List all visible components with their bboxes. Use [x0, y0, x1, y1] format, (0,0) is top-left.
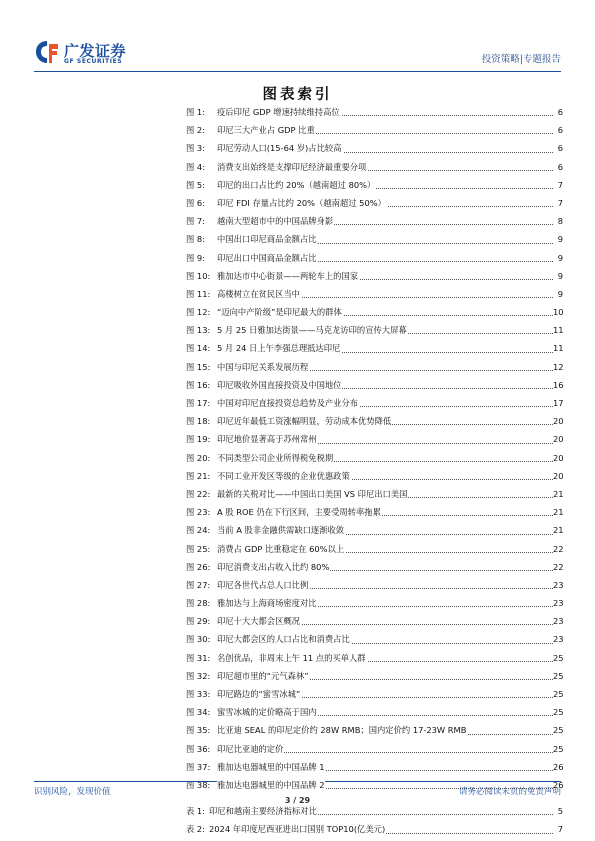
header-divider: [34, 71, 561, 72]
entry-page-number: 26: [553, 779, 564, 790]
entry-label: 图 20:: [186, 452, 211, 463]
entry-page-number: 26: [553, 761, 564, 772]
figure-index-entry[interactable]: [186, 285, 563, 303]
entry-page-number: 16: [553, 379, 564, 390]
figure-index-entry[interactable]: [186, 740, 563, 758]
entry-title: 雅加达与上海商场密度对比: [217, 598, 317, 609]
figure-index-entry[interactable]: [186, 358, 563, 376]
company-logo: [34, 38, 164, 68]
entry-page-number: 11: [553, 343, 564, 354]
entry-title: 5 月 24 日上午李强总理抵达印尼: [217, 343, 341, 354]
figure-index-entry[interactable]: [186, 230, 563, 248]
logo-english-name: GF SECURITIES: [64, 58, 123, 65]
entry-label: 图 12:: [186, 307, 211, 318]
entry-label: 图 29:: [186, 616, 211, 627]
entry-title: 印尼和越南主要经济指标对比: [209, 806, 317, 817]
figure-index-entry[interactable]: [186, 430, 563, 448]
entry-page-number: 6: [557, 107, 563, 117]
entry-title: 越南大型超市中的中国品牌身影: [217, 216, 334, 227]
figure-index-entry[interactable]: [186, 721, 563, 739]
entry-label: 图 3:: [186, 143, 206, 154]
entry-title: 印尼大都会区的人口占比和消费占比: [217, 634, 350, 645]
page-header: [34, 38, 561, 70]
entry-label: 图 6:: [186, 197, 206, 208]
entry-label: 图 5:: [186, 179, 206, 190]
entry-label: 图 36:: [186, 743, 211, 754]
figure-index: [186, 103, 563, 839]
entry-label: 图 28:: [186, 598, 211, 609]
entry-label: 图 26:: [186, 561, 211, 572]
page-number: 3 / 29: [284, 796, 311, 805]
figure-index-entry[interactable]: [186, 703, 563, 721]
entry-page-number: 6: [557, 161, 563, 172]
entry-page-number: 21: [553, 525, 564, 536]
entry-page-number: 10: [553, 307, 564, 318]
entry-page-number: 9: [557, 270, 563, 281]
entry-title: 不同类型公司企业所得税免税期: [217, 452, 334, 463]
entry-label: 图 19:: [186, 434, 211, 445]
entry-title: 疫后印尼 GDP 增速持续维持高位: [217, 107, 340, 117]
entry-label: 图 11:: [186, 288, 211, 299]
figure-index-entry[interactable]: [186, 394, 563, 412]
entry-title: 名创优品，非周末上午 11 点的买单人群: [217, 652, 366, 663]
entry-page-number: 9: [557, 252, 563, 263]
figure-index-entry[interactable]: [186, 303, 563, 321]
entry-page-number: 20: [553, 434, 564, 445]
entry-page-number: 6: [557, 125, 563, 136]
figure-index-entry[interactable]: [186, 558, 563, 576]
entry-title: 中国出口印尼商品金额占比: [217, 234, 317, 245]
entry-label: 图 24:: [186, 525, 211, 536]
entry-label: 图 14:: [186, 343, 211, 354]
entry-label: 图 23:: [186, 507, 211, 518]
figure-index-entry[interactable]: [186, 249, 563, 267]
figure-index-entry[interactable]: [186, 467, 563, 485]
entry-page-number: 22: [553, 543, 564, 554]
figure-index-entry[interactable]: [186, 685, 563, 703]
figure-index-entry[interactable]: [186, 103, 563, 121]
entry-page-number: 9: [557, 234, 563, 245]
entry-label: 图 2:: [186, 125, 206, 136]
entry-page-number: 20: [553, 470, 564, 481]
entry-page-number: 12: [553, 361, 564, 372]
entry-page-number: 20: [553, 416, 564, 427]
figure-index-entry[interactable]: [186, 194, 563, 212]
footer-slogan: 识别风险，发现价值: [34, 787, 111, 797]
entry-title: 印尼三大产业占 GDP 比重: [217, 125, 315, 136]
entry-title: 雅加达电器城里的中国品牌 1: [217, 761, 325, 772]
logo-chinese-name: 广发证券: [64, 42, 127, 60]
entry-label: 图 37:: [186, 761, 211, 772]
figure-index-entry[interactable]: [186, 412, 563, 430]
entry-page-number: 25: [553, 652, 564, 663]
figure-index-entry[interactable]: [186, 576, 563, 594]
entry-title: 印尼劳动人口(15-64 岁)占比较高: [217, 143, 342, 154]
gf-logo-icon: [34, 40, 60, 64]
figure-index-entry[interactable]: [186, 485, 563, 503]
figure-index-entry[interactable]: [186, 339, 563, 357]
entry-title: 当前 A 股非金融供需缺口逐渐收敛: [217, 525, 345, 536]
entry-label: 图 32:: [186, 670, 211, 681]
entry-title: 印尼地价显著高于苏州常州: [217, 434, 317, 445]
entry-title: 印尼出口中国商品金额占比: [217, 252, 317, 263]
entry-title: 消费占 GDP 比重稳定在 60%以上: [217, 543, 345, 554]
entry-label: 图 13:: [186, 325, 211, 336]
entry-label: 图 27:: [186, 579, 211, 590]
figure-index-entry[interactable]: [186, 267, 563, 285]
entry-title: 高楼树立在贫民区当中: [217, 288, 300, 299]
entry-label: 图 38:: [186, 779, 211, 790]
entry-label: 图 1:: [186, 107, 206, 117]
entry-page-number: 25: [553, 689, 564, 699]
entry-label: 图 31:: [186, 652, 211, 663]
table-index-entry[interactable]: [186, 820, 563, 838]
report-category: 投资策略|专题报告: [481, 54, 561, 65]
entry-title: 中国与印尼关系发展历程: [217, 361, 309, 372]
entry-label: 表 2:: [186, 824, 206, 835]
entry-page-number: 6: [557, 143, 563, 154]
entry-label: 图 9:: [186, 252, 206, 263]
figure-index-entry[interactable]: [186, 594, 563, 612]
entry-page-number: 23: [553, 579, 564, 590]
entry-page-number: 25: [553, 707, 564, 718]
entry-title: A 股 ROE 仍在下行区间，主要受周转率拖累: [217, 507, 381, 518]
entry-title: 雅加达电器城里的中国品牌 2: [217, 779, 325, 790]
entry-label: 图 21:: [186, 470, 211, 481]
entry-title: 印尼的出口占比约 20%（越南超过 80%）: [217, 179, 376, 190]
entry-page-number: 25: [553, 743, 564, 754]
figure-index-entry[interactable]: [186, 176, 563, 194]
entry-title: 印尼超市里的“元气森林”: [217, 670, 309, 681]
entry-title: 印尼近年最低工资涨幅明显，劳动成本优势降低: [217, 416, 392, 427]
entry-label: 图 22:: [186, 488, 211, 499]
figure-index-entry[interactable]: [186, 540, 563, 558]
figure-index-entry[interactable]: [186, 321, 563, 339]
entry-title: 雅加达市中心街景——两轮车上的国家: [217, 270, 359, 281]
page-title: 图表索引: [262, 87, 333, 103]
entry-label: 图 35:: [186, 725, 211, 736]
entry-label: 图 18:: [186, 416, 211, 427]
entry-page-number: 21: [553, 488, 564, 499]
figure-index-entry[interactable]: [186, 449, 563, 467]
figure-index-entry[interactable]: [186, 630, 563, 648]
entry-title: 比亚迪 SEAL 的印尼定价约 28W RMB；国内定价约 17-23W RMB: [217, 725, 467, 736]
footer-disclaimer: 请务必阅读末页的免责声明: [458, 787, 561, 797]
entry-page-number: 20: [553, 452, 564, 463]
entry-label: 图 8:: [186, 234, 206, 245]
entry-label: 表 1:: [186, 806, 206, 817]
entry-label: 图 7:: [186, 216, 206, 227]
entry-label: 图 10:: [186, 270, 211, 281]
entry-title: 印尼消费支出占收入比约 80%: [217, 561, 330, 572]
entry-label: 图 25:: [186, 543, 211, 554]
entry-label: 图 4:: [186, 161, 206, 172]
entry-title: 不同工业开发区等级的企业优惠政策: [217, 470, 350, 481]
entry-title: 2024 年印度尼西亚进出口国别 TOP10(亿美元): [209, 824, 386, 835]
entry-page-number: 21: [553, 507, 564, 518]
entry-title: 印尼 FDI 存量占比约 20%（越南超过 50%）: [217, 197, 386, 208]
entry-page-number: 5: [557, 806, 563, 817]
entry-label: 图 15:: [186, 361, 211, 372]
entry-label: 图 33:: [186, 689, 211, 699]
figure-index-entry[interactable]: [186, 758, 563, 776]
entry-title: 中国对印尼直接投资总趋势及产业分布: [217, 398, 359, 408]
figure-index-entry[interactable]: [186, 158, 563, 176]
figure-index-entry[interactable]: [186, 139, 563, 157]
entry-title: 印尼比亚迪的定价: [217, 743, 284, 754]
entry-page-number: 23: [553, 598, 564, 609]
figure-index-entry[interactable]: [186, 212, 563, 230]
entry-title: 印尼十大大都会区概况: [217, 616, 300, 627]
entry-page-number: 8: [557, 216, 563, 227]
entry-label: 图 30:: [186, 634, 211, 645]
entry-title: 最新的关税对比——中国出口美国 VS 印尼出口美国: [217, 488, 408, 499]
entry-page-number: 17: [553, 398, 564, 408]
entry-label: 图 17:: [186, 398, 211, 408]
entry-page-number: 22: [553, 561, 564, 572]
entry-label: 图 16:: [186, 379, 211, 390]
entry-page-number: 25: [553, 670, 564, 681]
entry-page-number: 7: [557, 197, 563, 208]
entry-page-number: 25: [553, 725, 564, 736]
entry-page-number: 7: [557, 179, 563, 190]
entry-title: “迈向中产阶级”是印尼最大的群体: [217, 307, 342, 318]
entry-title: 5 月 25 日雅加达街景——马克龙访印的宣传大屏幕: [217, 325, 407, 336]
entry-page-number: 9: [557, 288, 563, 299]
entry-page-number: 23: [553, 616, 564, 627]
figure-index-entry[interactable]: [186, 503, 563, 521]
figure-index-entry[interactable]: [186, 667, 563, 685]
entry-title: 蜜雪冰城的定价略高于国内: [217, 707, 317, 718]
figure-index-entry[interactable]: [186, 649, 563, 667]
entry-title: 印尼路边的“蜜雪冰城”: [217, 689, 301, 699]
entry-title: 印尼吸收外国直接投资及中国地位: [217, 379, 342, 390]
entry-title: 印尼各世代占总人口比例: [217, 579, 309, 590]
entry-page-number: 11: [553, 325, 564, 336]
entry-title: 消费支出始终是支撑印尼经济最重要分项: [217, 161, 367, 172]
figure-index-entry[interactable]: [186, 521, 563, 539]
figure-index-entry[interactable]: [186, 376, 563, 394]
entry-page-number: 7: [557, 824, 563, 835]
figure-index-entry[interactable]: [186, 121, 563, 139]
entry-label: 图 34:: [186, 707, 211, 718]
entry-page-number: 23: [553, 634, 564, 645]
figure-index-entry[interactable]: [186, 612, 563, 630]
